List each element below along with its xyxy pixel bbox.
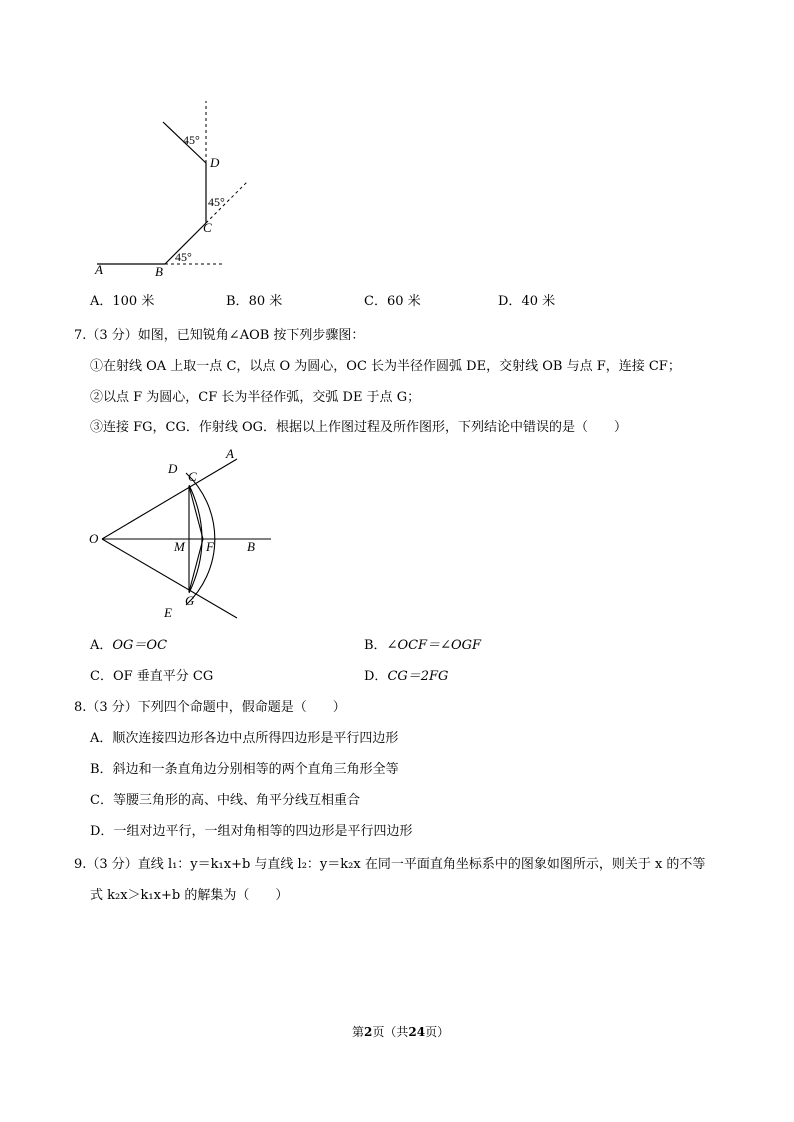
q7-option-c: C．OF 垂直平分 CG [90, 669, 214, 684]
point-label-o: O [89, 531, 99, 546]
angle-label-d: 45° [183, 133, 200, 147]
point-label-a: A [95, 262, 103, 277]
q6-option-c: C．60 米 [364, 294, 421, 309]
point-label-b: B [155, 264, 163, 279]
q7-step-3: ③连接 FG，CG．作射线 OG．根据以上作图过程及所作图形，下列结论中错误的是（ ） [90, 420, 628, 435]
q6-option-a: A．100 米 [90, 294, 155, 309]
point-label-a: A [226, 446, 234, 461]
point-label-d: D [210, 155, 220, 170]
q6-option-b: B．80 米 [226, 294, 283, 309]
point-label-g: G [185, 593, 195, 608]
q7-option-a: A．OG＝OC [90, 638, 168, 653]
point-label-c: C [203, 220, 212, 235]
segment-fg [189, 539, 203, 592]
point-label-e: E [164, 605, 172, 620]
point-label-f: F [206, 539, 214, 554]
angle-label-c: 45° [208, 195, 225, 209]
page-footer: 第2页（共24页） [352, 1025, 450, 1039]
q6-option-d: D．40 米 [498, 294, 556, 309]
q8-option-b: B．斜边和一条直角边分别相等的两个直角三角形全等 [90, 762, 399, 777]
point-label-d: D [168, 461, 178, 476]
q7-option-b: B．∠OCF＝∠OGF [364, 638, 482, 653]
point-label-c: C [188, 469, 197, 484]
q6-figure [85, 95, 265, 280]
segment-cf [189, 486, 203, 539]
q9-line-2: 式 k₂x＞k₁x+b 的解集为（ ） [90, 888, 289, 903]
point-label-b: B [247, 539, 255, 554]
q7-figure [85, 443, 285, 623]
q7-stem: 7.（3 分）如图，已知锐角∠AOB 按下列步骤图： [74, 328, 365, 343]
page-total: 24 [408, 1025, 426, 1039]
q8-stem: 8.（3 分）下列四个命题中，假命题是（ ） [74, 700, 346, 715]
page-number: 2 [364, 1025, 373, 1039]
point-label-m: M [174, 539, 185, 554]
q9-line-1: 9.（3 分）直线 l₁：y＝k₁x+b 与直线 l₂：y＝k₂x 在同一平面直角坐标系中的图象如图所示，则关于 x 的不等 [74, 857, 706, 872]
q8-option-c: C．等腰三角形的高、中线、角平分线互相重合 [90, 793, 360, 808]
angle-label-b: 45° [175, 250, 192, 264]
q7-step-1: ①在射线 OA 上取一点 C，以点 O 为圆心，OC 长为半径作圆弧 DE，交射线 OB 与点 F，连接 CF； [90, 359, 681, 374]
q7-step-2: ②以点 F 为圆心，CF 长为半径作弧，交弧 DE 于点 G； [90, 390, 421, 405]
q8-option-d: D．一组对边平行，一组对角相等的四边形是平行四边形 [90, 824, 413, 839]
q7-option-d: D．CG＝2FG [364, 669, 449, 684]
q8-option-a: A．顺次连接四边形各边中点所得四边形是平行四边形 [90, 731, 399, 746]
